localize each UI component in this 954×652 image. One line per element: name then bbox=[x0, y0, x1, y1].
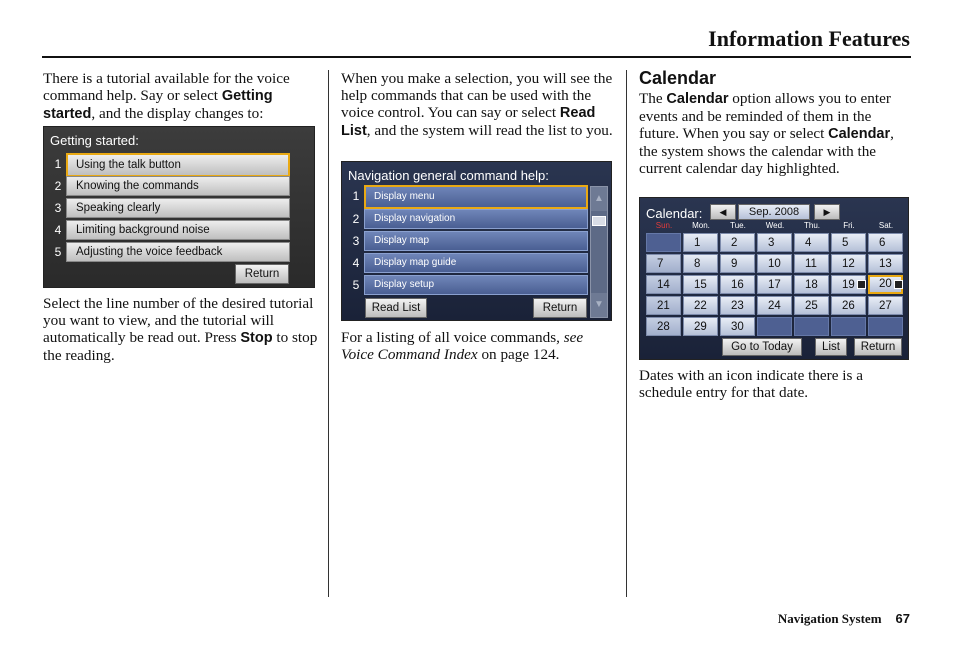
calendar-day-cell[interactable]: 22 bbox=[683, 296, 718, 315]
calendar-paragraph bbox=[639, 90, 914, 177]
help-row-3[interactable] bbox=[342, 231, 611, 251]
row-number: 3 bbox=[54, 201, 62, 215]
calendar-day-cell[interactable]: 5 bbox=[831, 233, 866, 252]
row-number: 4 bbox=[54, 223, 62, 237]
tutorial-item[interactable]: Adjusting the voice feedback bbox=[66, 242, 290, 262]
row-number: 1 bbox=[54, 157, 62, 171]
calendar-day-cell[interactable]: 14 bbox=[646, 275, 681, 294]
month-display: Sep. 2008 bbox=[738, 204, 810, 220]
calendar-day-cell[interactable]: 30 bbox=[720, 317, 755, 336]
instruction-paragraph bbox=[43, 295, 318, 364]
weekday-label: Sat. bbox=[878, 221, 894, 230]
calendar-day-cell[interactable]: 24 bbox=[757, 296, 792, 315]
calendar-day-cell[interactable]: 12 bbox=[831, 254, 866, 273]
column-1 bbox=[43, 70, 318, 123]
list-button[interactable]: List bbox=[815, 338, 847, 356]
read-list-button[interactable]: Read List bbox=[365, 298, 427, 318]
column-1-lower bbox=[43, 295, 318, 364]
column-2-lower bbox=[341, 329, 616, 363]
help-item[interactable]: Display navigation bbox=[364, 209, 588, 229]
help-row-2[interactable] bbox=[342, 209, 611, 229]
calendar-keyword: Calendar bbox=[666, 91, 729, 107]
weekday-label: Tue. bbox=[730, 221, 746, 230]
help-item[interactable]: Display map bbox=[364, 231, 588, 251]
page-number: 67 bbox=[895, 611, 910, 626]
icon-note-paragraph: Dates with an icon indicate there is a schedule entry for that date. bbox=[639, 367, 863, 401]
calendar-day-cell[interactable]: 25 bbox=[794, 296, 829, 315]
empty-day-cell bbox=[794, 317, 829, 336]
getting-started-screen bbox=[43, 126, 315, 288]
text: , and the system will read the list to you. bbox=[366, 122, 613, 139]
text: Select the line number of the desired tutorial you want to view, and the tutorial will automatically be read out. Press bbox=[43, 295, 314, 346]
text: When you make a selection, you will see the help commands that can be used with the voice control. You can say or select bbox=[341, 70, 613, 121]
text: There is a tutorial available for the voice command help. Say or select bbox=[43, 70, 290, 104]
tutorial-item[interactable]: Speaking clearly bbox=[66, 198, 290, 218]
calendar-day-cell[interactable]: 6 bbox=[868, 233, 903, 252]
help-row-5[interactable] bbox=[342, 275, 611, 295]
tutorial-row-5[interactable] bbox=[44, 242, 314, 262]
text: to stop the reading. bbox=[43, 329, 318, 364]
text: , and the display changes to: bbox=[91, 105, 264, 122]
calendar-day-cell[interactable]: 16 bbox=[720, 275, 755, 294]
calendar-day-cell[interactable]: 9 bbox=[720, 254, 755, 273]
stop-keyword: Stop bbox=[240, 330, 273, 346]
tutorial-item[interactable]: Limiting background noise bbox=[66, 220, 290, 240]
tutorial-item[interactable]: Using the talk button bbox=[66, 153, 290, 177]
next-month-button[interactable]: ▶ bbox=[814, 204, 840, 220]
row-number: 2 bbox=[54, 179, 62, 193]
calendar-day-cell[interactable]: 11 bbox=[794, 254, 829, 273]
row-number: 5 bbox=[352, 278, 360, 292]
calendar-day-cell[interactable]: 18 bbox=[794, 275, 829, 294]
help-item[interactable]: Display menu bbox=[364, 185, 588, 209]
navigation-help-screen bbox=[341, 161, 612, 321]
tutorial-row-2[interactable] bbox=[44, 176, 314, 196]
weekday-label: Wed. bbox=[765, 221, 785, 230]
scrollbar[interactable] bbox=[590, 186, 608, 318]
section-heading: Calendar bbox=[639, 68, 717, 88]
weekday-label: Mon. bbox=[692, 221, 710, 230]
page-footer bbox=[778, 611, 910, 627]
text: on page 124. bbox=[477, 346, 560, 363]
scroll-thumb[interactable] bbox=[592, 216, 606, 226]
row-number: 4 bbox=[352, 256, 360, 270]
tutorial-row-4[interactable] bbox=[44, 220, 314, 240]
return-button[interactable]: Return bbox=[235, 264, 289, 284]
calendar-day-cell[interactable]: 3 bbox=[757, 233, 792, 252]
footer-section: Navigation System bbox=[777, 611, 882, 626]
calendar-day-cell[interactable]: 27 bbox=[868, 296, 903, 315]
help-item[interactable]: Display setup bbox=[364, 275, 588, 295]
calendar-screen bbox=[639, 197, 909, 360]
calendar-day-cell[interactable]: 1 bbox=[683, 233, 718, 252]
column-3-lower bbox=[639, 367, 914, 401]
text: option allows you to enter events and be reminded of them in the future. When you say or select bbox=[639, 90, 891, 142]
return-button[interactable]: Return bbox=[854, 338, 902, 356]
empty-day-cell bbox=[646, 233, 681, 252]
screen-title: Calendar: bbox=[646, 206, 703, 221]
tutorial-item[interactable]: Knowing the commands bbox=[66, 176, 290, 196]
column-divider bbox=[626, 70, 627, 597]
calendar-keyword: Calendar bbox=[828, 126, 891, 142]
calendar-day-cell[interactable]: 7 bbox=[646, 254, 681, 273]
calendar-day-cell[interactable]: 28 bbox=[646, 317, 681, 336]
empty-day-cell bbox=[831, 317, 866, 336]
help-row-1[interactable] bbox=[342, 186, 611, 206]
row-number: 5 bbox=[54, 245, 62, 259]
calendar-day-cell[interactable]: 26 bbox=[831, 296, 866, 315]
scroll-up-icon[interactable]: ▲ bbox=[591, 187, 607, 211]
row-number: 3 bbox=[352, 234, 360, 248]
calendar-day-cell[interactable]: 29 bbox=[683, 317, 718, 336]
screen-title: Navigation general command help: bbox=[348, 168, 549, 183]
calendar-day-cell[interactable]: 13 bbox=[868, 254, 903, 273]
weekday-label: Sun. bbox=[655, 221, 673, 230]
weekday-label: Fri. bbox=[843, 221, 855, 230]
calendar-day-cell[interactable]: 8 bbox=[683, 254, 718, 273]
row-number: 2 bbox=[352, 212, 360, 226]
intro-paragraph bbox=[43, 70, 318, 123]
calendar-day-cell[interactable]: 21 bbox=[646, 296, 681, 315]
scroll-down-icon[interactable]: ▼ bbox=[591, 293, 607, 317]
calendar-day-cell[interactable]: 19 bbox=[831, 275, 866, 294]
page-header-title: Information Features bbox=[708, 26, 910, 51]
empty-day-cell bbox=[757, 317, 792, 336]
tutorial-row-3[interactable] bbox=[44, 198, 314, 218]
column-divider bbox=[328, 70, 329, 597]
cross-reference: see Voice Command Index bbox=[341, 329, 584, 363]
text: The bbox=[639, 90, 667, 107]
calendar-day-cell[interactable]: 23 bbox=[720, 296, 755, 315]
header-rule bbox=[42, 56, 911, 58]
help-item[interactable]: Display map guide bbox=[364, 253, 588, 273]
calendar-day-cell[interactable]: 2 bbox=[720, 233, 755, 252]
command-index-paragraph bbox=[341, 329, 616, 363]
read-list-keyword: Read List bbox=[341, 105, 596, 139]
text: For a listing of all voice commands, bbox=[341, 329, 564, 346]
return-button[interactable]: Return bbox=[533, 298, 587, 318]
prev-month-button[interactable]: ◀ bbox=[710, 204, 736, 220]
calendar-day-cell[interactable]: 17 bbox=[757, 275, 792, 294]
calendar-day-cell[interactable]: 4 bbox=[794, 233, 829, 252]
weekday-label: Thu. bbox=[803, 221, 820, 230]
go-to-today-button[interactable]: Go to Today bbox=[722, 338, 802, 356]
calendar-day-cell[interactable]: 15 bbox=[683, 275, 718, 294]
empty-day-cell bbox=[868, 317, 903, 336]
person-icon bbox=[857, 280, 866, 289]
calendar-day-cell[interactable]: 10 bbox=[757, 254, 792, 273]
selection-paragraph bbox=[341, 70, 616, 140]
column-3 bbox=[639, 70, 914, 177]
screen-title: Getting started: bbox=[50, 133, 139, 148]
help-row-4[interactable] bbox=[342, 253, 611, 273]
text: , the system shows the calendar with the current calendar day highlighted. bbox=[639, 125, 894, 177]
getting-started-keyword: Getting started bbox=[43, 88, 273, 122]
calendar-day-cell[interactable]: 20 bbox=[868, 275, 903, 294]
row-number: 1 bbox=[352, 189, 360, 203]
star-icon bbox=[894, 280, 903, 289]
column-2 bbox=[341, 70, 616, 140]
tutorial-row-1[interactable] bbox=[44, 154, 314, 174]
